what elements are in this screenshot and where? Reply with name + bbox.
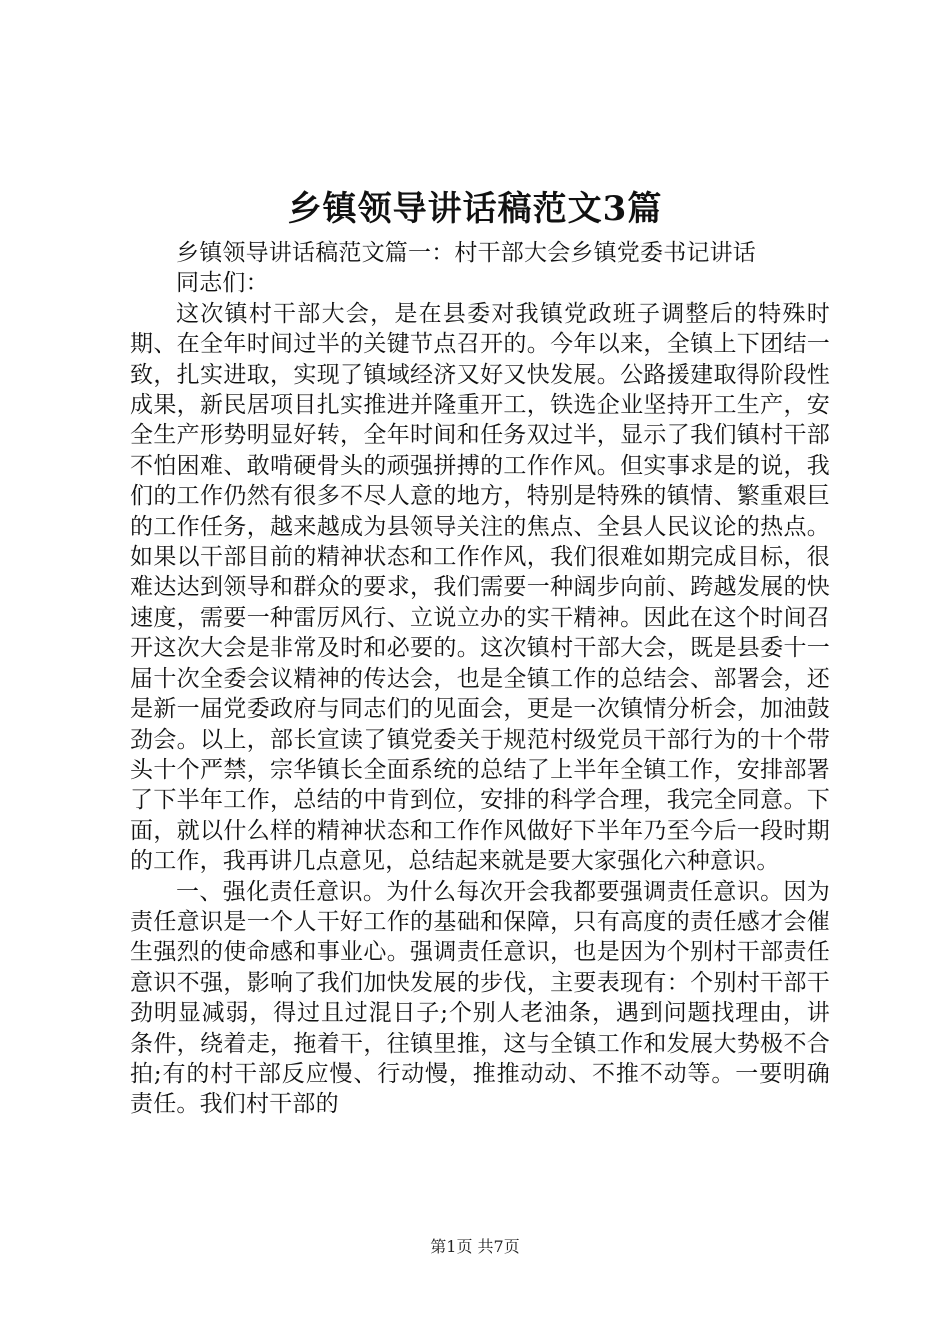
- salutation-paragraph: 同志们：: [176, 270, 269, 297]
- subtitle-paragraph: 乡镇领导讲话稿范文篇一：村干部大会乡镇党委书记讲话: [176, 240, 756, 266]
- page-footer: 第1页 共7页: [430, 1237, 520, 1256]
- document-body: [130, 238, 830, 1120]
- body-paragraph: 一、强化责任意识。为什么每次开会我都要强调责任意识。因为责任意识是一个人干好工作的基础和保障，只有高度的责任感才会催生强烈的使命感和事业心。强调责任意识，也是因为个别村干部责任意识不强，影响了我们加快发展的步伐，主要表现有：个别村干部干劲明显减弱，得过且过混日子;个别人老油条，遇到问题找理由，讲条件，绕着走，拖着干，往镇里推，这与全镇工作和发展大势极不合拍;有的村干部反应慢、行动慢，推推动动、不推不动等。一要明确责任。我们村干部的: [130, 878, 830, 1118]
- document-title: 乡镇领导讲话稿范文3篇: [287, 189, 663, 229]
- body-paragraph: 这次镇村干部大会，是在县委对我镇党政班子调整后的特殊时期、在全年时间过半的关键节点召开的。今年以来，全镇上下团结一致，扎实进取，实现了镇域经济又好又快发展。公路援建取得阶段性成果，新民居项目扎实推进并隆重开工，铁选企业坚持开工生产，安全生产形势明显好转，全年时间和任务双过半，显示了我们镇村干部不怕困难、敢啃硬骨头的顽强拼搏的工作作风。但实事求是的说，我们的工作仍然有很多不尽人意的地方，特别是特殊的镇情、繁重艰巨的工作任务，越来越成为县领导关注的焦点、全县人民议论的热点。如果以干部目前的精神状态和工作作风，我们很难如期完成目标，很难达达到领导和群众的要求，我们需要一种阔步向前、跨越发展的快速度，需要一种雷厉风行、立说立办的实干精神。因此在这个时间召开这次大会是非常及时和必要的。这次镇村干部大会，既是县委十一届十次全委会议精神的传达会，也是全镇工作的总结会、部署会，还是新一届党委政府与同志们的见面会，更是一次镇情分析会，加油鼓劲会。以上，部长宣读了镇党委关于规范村级党员干部行为的十个带头十个严禁，宗华镇长全面系统的总结了上半年全镇工作，安排部署了下半年工作，总结的中肯到位，安排的科学合理，我完全同意。下面，就以什么样的精神状态和工作作风做好下半年乃至今后一段时期的工作，我再讲几点意见，总结起来就是要大家强化六种意识。: [130, 300, 830, 875]
